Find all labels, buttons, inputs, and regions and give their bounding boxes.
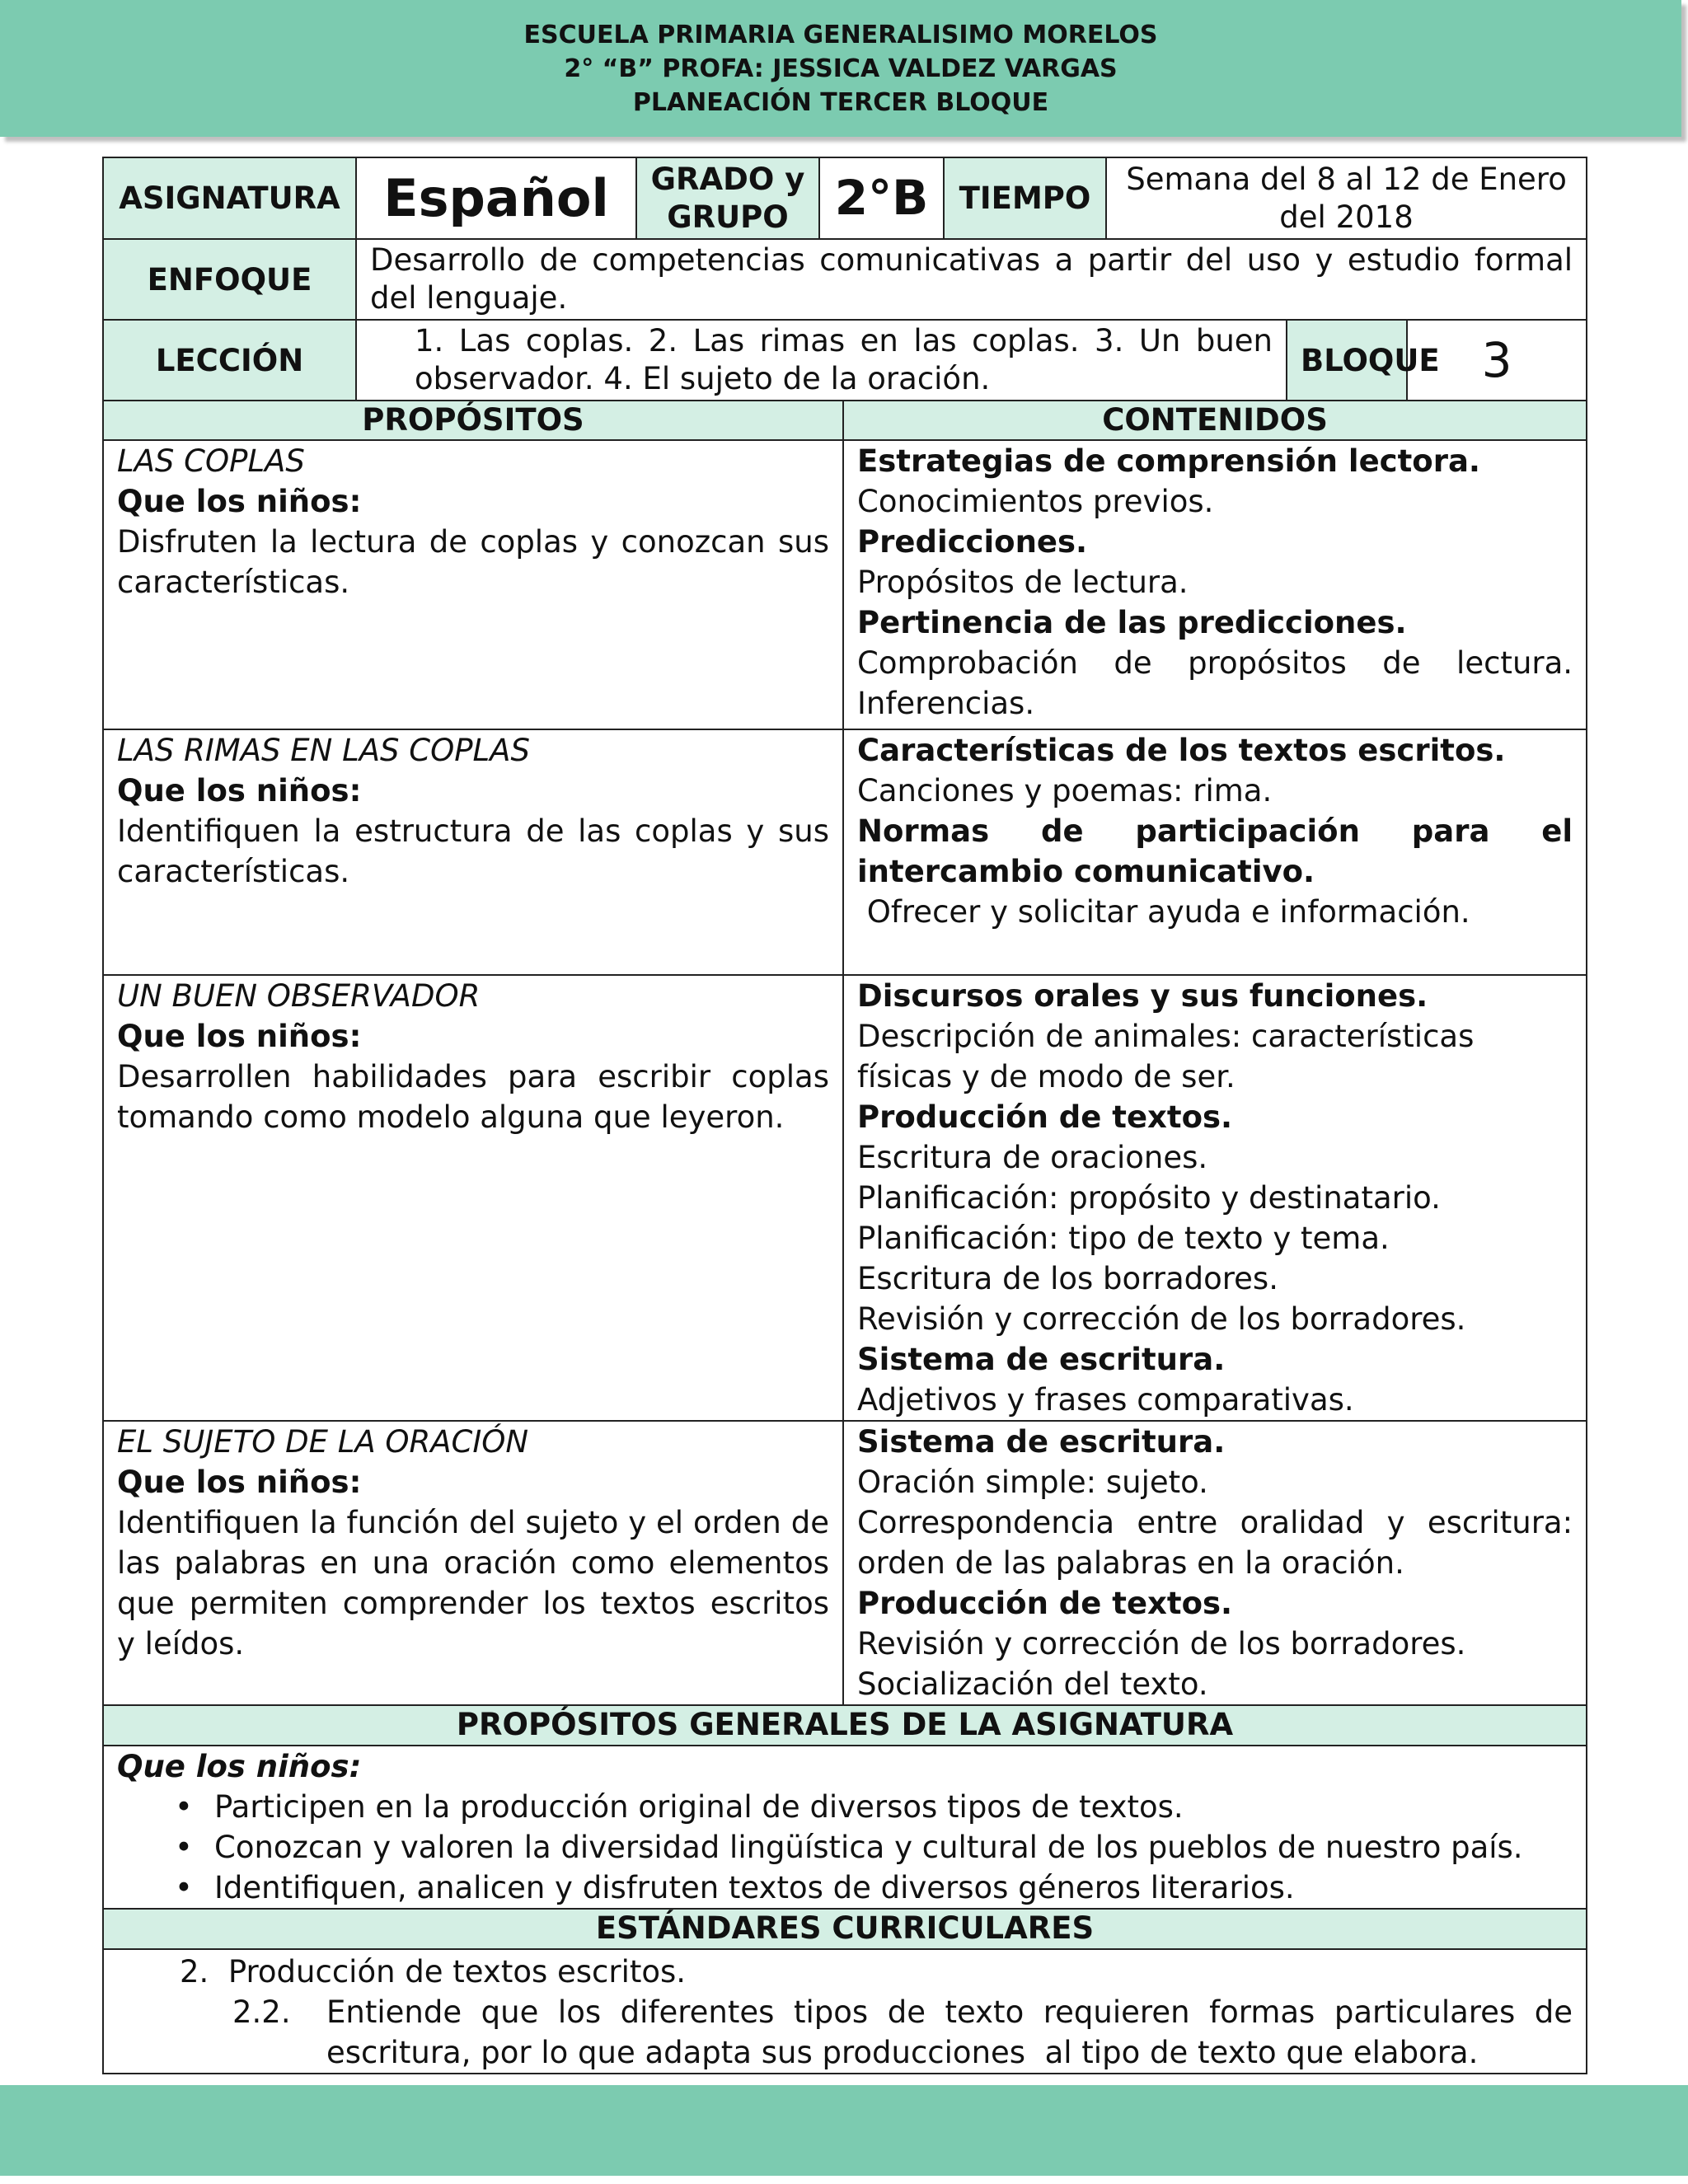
lesson-contents-cell: [843, 1421, 1587, 1705]
leccion-row: [103, 320, 1587, 401]
lesson-title: UN BUEN OBSERVADOR: [117, 978, 481, 1014]
lesson-purpose: Identifiquen la estructura de las coplas y sus características.: [117, 813, 829, 889]
lesson-contents-cell: [843, 975, 1587, 1421]
content-item: Sistema de escritura.: [857, 1342, 1226, 1377]
grado-label: GRADO y GRUPO: [636, 157, 819, 239]
content-item: Comprobación de propósitos de lectura. Inferencias.: [857, 645, 1573, 721]
lesson-intro: Que los niños:: [117, 773, 362, 808]
contenidos-heading: CONTENIDOS: [843, 401, 1587, 440]
leccion-value: 1. Las coplas. 2. Las rimas en las coplas. 3. Un buen observador. 4. El sujeto de la oración.: [356, 320, 1287, 401]
lesson-purpose: Identifiquen la función del sujeto y el orden de las palabras en una oración como elementos que permiten comprender los textos escritos y leídos.: [117, 1505, 829, 1661]
content-item: Revisión y corrección de los borradores.: [857, 1626, 1466, 1661]
content-item: Conocimientos previos.: [857, 484, 1214, 519]
content-item: Pertinencia de las predicciones.: [857, 605, 1407, 640]
lesson-contents-cell: [843, 729, 1587, 975]
content-item: Planificación: tipo de texto y tema.: [857, 1221, 1390, 1256]
list-item: • Conozcan y valoren la diversidad lingüística y cultural de los pueblos de nuestro país.: [175, 1827, 1573, 1868]
grado-value: 2°B: [819, 157, 944, 239]
standards-heading-row: [103, 1909, 1587, 1949]
content-item: Escritura de los borradores.: [857, 1261, 1278, 1296]
lesson-title: LAS COPLAS: [117, 443, 305, 479]
school-name: ESCUELA PRIMARIA GENERALISIMO MORELOS: [523, 20, 1158, 49]
asignatura-value: Español: [356, 157, 636, 239]
propositos-heading: PROPÓSITOS: [103, 401, 843, 440]
content-item: Adjetivos y frases comparativas.: [857, 1382, 1354, 1418]
content-item: Producción de textos.: [857, 1586, 1233, 1621]
content-item: Ofrecer y solicitar ayuda e información.: [857, 894, 1470, 930]
general-row: [103, 1746, 1587, 1909]
subject-row: [103, 157, 1587, 239]
lesson-row: [103, 440, 1587, 729]
footer-banner: [0, 2085, 1688, 2176]
standard-item: [117, 1952, 1573, 1992]
list-item: • Identifiquen, analicen y disfruten textos de diversos géneros literarios.: [175, 1868, 1573, 1908]
content-item: Revisión y corrección de los borradores.: [857, 1301, 1466, 1337]
content-item: Estrategias de comprensión lectora.: [857, 443, 1480, 479]
content-item: Discursos orales y sus funciones.: [857, 978, 1428, 1014]
lesson-contents-cell: [843, 440, 1587, 729]
columns-header-row: [103, 401, 1587, 440]
content-item: Sistema de escritura.: [857, 1424, 1226, 1460]
standards-row: [103, 1949, 1587, 2074]
lesson-row: [103, 975, 1587, 1421]
tiempo-label: TIEMPO: [944, 157, 1106, 239]
lesson-intro: Que los niños:: [117, 1019, 362, 1054]
content-item: Oración simple: sujeto.: [857, 1465, 1208, 1500]
teacher-line: 2° “B” PROFA: JESSICA VALDEZ VARGAS: [564, 54, 1118, 83]
header-banner: [0, 0, 1681, 137]
lesson-purpose-cell: [103, 729, 843, 975]
content-item: Descripción de animales: características físicas y de modo de ser.: [857, 1019, 1475, 1094]
lesson-title: LAS RIMAS EN LAS COPLAS: [117, 733, 530, 768]
standard-subitem: [117, 1992, 1582, 2073]
standard-sub-number: 2.2.: [232, 1994, 291, 2030]
content-item: Predicciones.: [857, 524, 1088, 560]
content-item: Correspondencia entre oralidad y escritura: orden de las palabras en la oración.: [857, 1505, 1573, 1581]
asignatura-label: ASIGNATURA: [103, 157, 356, 239]
plan-title: PLANEACIÓN TERCER BLOQUE: [632, 87, 1049, 117]
lesson-purpose-cell: [103, 975, 843, 1421]
standard-number: 2.: [180, 1954, 209, 1990]
content-item: Producción de textos.: [857, 1099, 1233, 1135]
content-item: Características de los textos escritos.: [857, 733, 1506, 768]
standard-text: Producción de textos escritos.: [227, 1954, 687, 1990]
lesson-intro: Que los niños:: [117, 1465, 362, 1500]
general-heading-row: [103, 1705, 1587, 1746]
list-item: • Participen en la producción original de diversos tipos de textos.: [175, 1787, 1573, 1827]
lesson-intro: Que los niños:: [117, 484, 362, 519]
lesson-purpose-cell: [103, 440, 843, 729]
enfoque-label: ENFOQUE: [103, 239, 356, 320]
content-item: Propósitos de lectura.: [857, 565, 1189, 600]
content-item: Escritura de oraciones.: [857, 1140, 1208, 1175]
standards-cell: [103, 1949, 1587, 2074]
general-intro: Que los niños:: [117, 1749, 362, 1784]
enfoque-value: Desarrollo de competencias comunicativas a partir del uso y estudio formal del lenguaje.: [356, 239, 1587, 320]
lesson-purpose: Disfruten la lectura de coplas y conozcan sus características.: [117, 524, 829, 600]
general-cell: [103, 1746, 1587, 1909]
standards-heading: ESTÁNDARES CURRICULARES: [103, 1909, 1587, 1949]
content-item: Canciones y poemas: rima.: [857, 773, 1273, 808]
lesson-title: EL SUJETO DE LA ORACIÓN: [117, 1424, 529, 1460]
lesson-purpose: Desarrollen habilidades para escribir coplas tomando como modelo alguna que leyeron.: [117, 1059, 829, 1135]
lesson-purpose-cell: [103, 1421, 843, 1705]
general-list: [117, 1787, 1573, 1908]
enfoque-row: [103, 239, 1587, 320]
content-item: Normas de participación para el intercambio comunicativo.: [857, 813, 1573, 889]
content-item: Planificación: propósito y destinatario.: [857, 1180, 1441, 1216]
standard-sub-text: Entiende que los diferentes tipos de texto requieren formas particulares de escritura, por lo que adapta sus producciones al tipo de texto que elabora.: [326, 1994, 1582, 2070]
tiempo-value: Semana del 8 al 12 de Enero del 2018: [1106, 157, 1587, 239]
bloque-value: 3: [1407, 320, 1587, 401]
lesson-row: [103, 729, 1587, 975]
content-item: Socialización del texto.: [857, 1666, 1208, 1702]
planning-table: [102, 157, 1587, 2074]
general-heading: PROPÓSITOS GENERALES DE LA ASIGNATURA: [103, 1705, 1587, 1746]
bloque-label: BLOQUE: [1287, 320, 1407, 401]
lesson-row: [103, 1421, 1587, 1705]
leccion-label: LECCIÓN: [103, 320, 356, 401]
